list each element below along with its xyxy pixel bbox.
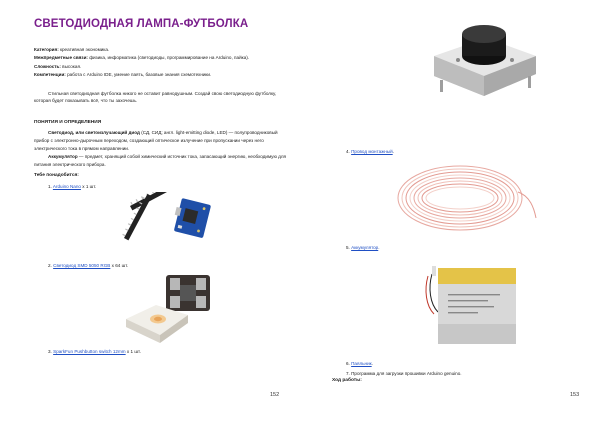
meta-difficulty: Сложность: высокая. [34,63,82,69]
section-heading: ПОНЯТИЯ И ОПРЕДЕЛЕНИЯ [34,120,102,126]
list-item: 7. Программа для загрузки прошивки Arduino genuino. [346,371,462,376]
arduino-nano-image [34,192,288,258]
arduino-nano-link[interactable]: Arduino Nano [52,184,81,190]
battery-image [420,262,530,350]
pushbutton-link[interactable]: SparkFun Pushbutton switch 12mm [53,349,126,355]
page-title: СВЕТОДИОДНАЯ ЛАМПА-ФУТБОЛКА [34,18,249,30]
led-smd-link[interactable]: Светодиод SMD 5050 RGB [53,263,111,269]
intro-paragraph: Стильная светодиодная футболка никого не оставит равнодушным. Создай свою светодиодную футболку, которая будет показывать всё, что ты захочешь. [34,90,277,104]
list-item: 3. SparkFun Pushbutton switch 12mm х 1 шт. [48,349,141,355]
page-number: 153 [570,392,580,398]
battery-link[interactable]: Аккумулятор [351,245,379,250]
list-item: 4. Провод монтажный. [346,149,394,154]
definition-battery: Аккумулятор — предмет, хранящий собой химический источник тока, запасающий энергию, необходимую для питания электрического прибора. [34,154,287,167]
soldering-iron-link[interactable]: Паяльник [351,361,372,366]
meta-block [34,46,288,80]
wire-link[interactable]: Провод монтажный [351,149,393,154]
definition-led: Светодиод, или светоизлучающий диод (СД, СИД; англ. light-emitting diode, LED) — полупроводниковый прибор с электронно-дырочным переходом, создающий оптическое излучение при пропускании через него электрического тока в прямом направлении. [34,130,278,151]
list-item: 5. Аккумулятор. [346,245,380,250]
meta-links: Межпредметные связи: физика, информатика (светодиоды, программирование на Arduino, пайка). [34,55,250,61]
materials-heading: Тебе понадобится: [34,173,79,179]
led-smd-image [34,271,288,345]
wire-coil-image [388,156,538,238]
list-item: 2. Светодиод SMD 5050 RGB х 64 шт. [48,263,129,269]
right-page [300,0,600,424]
page-number: 152 [270,392,280,398]
meta-competencies: Компетенции: работа с Arduino IDE, умение паять, базовые знания схемотехники. [34,72,212,78]
meta-category: Категория: креативная экономика. [34,47,110,52]
list-item: 6. Паяльник. [346,361,373,366]
list-item: 1. Arduino Nano х 1 шт. [48,184,97,190]
progress-heading: Ход работы: [332,378,362,383]
pushbutton-image [428,16,548,108]
